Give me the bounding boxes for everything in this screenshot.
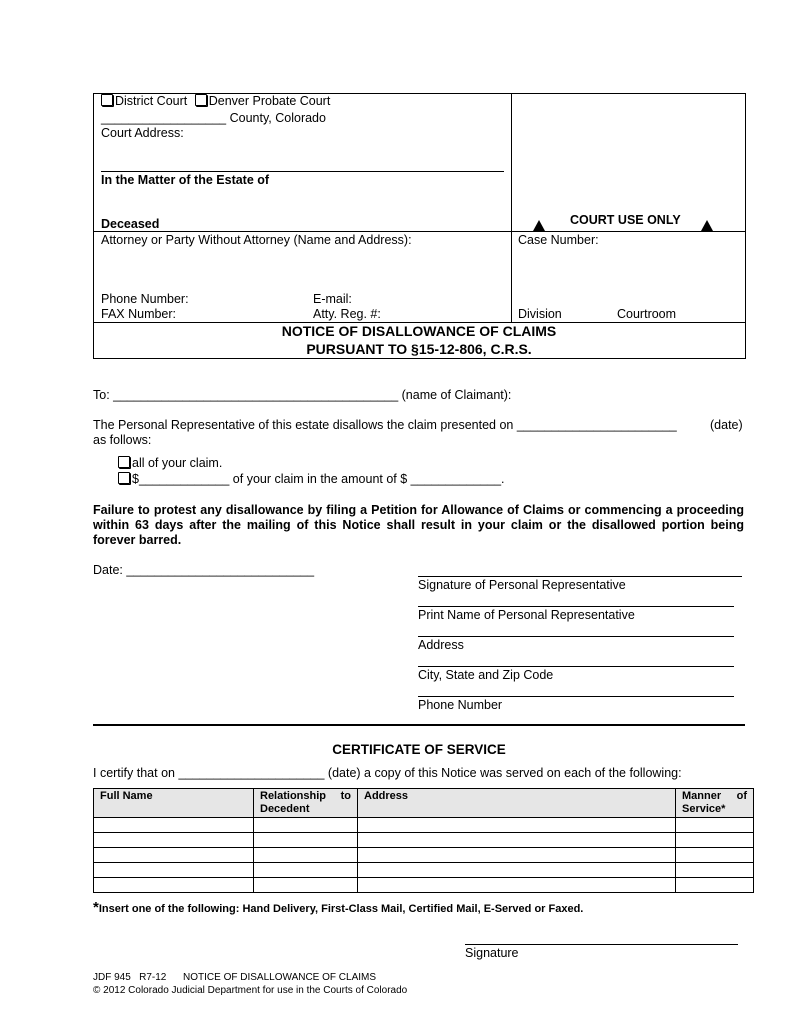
court-selection [101, 94, 330, 108]
disallow-date-label: (date) [710, 418, 743, 432]
address-label: Address [418, 638, 464, 652]
print-name-label: Print Name of Personal Representative [418, 608, 635, 622]
city-line [418, 666, 734, 667]
column-manner: Manner of Service* [676, 789, 754, 818]
city-label: City, State and Zip Code [418, 668, 554, 682]
caption-divider [511, 93, 512, 323]
print-name-line [418, 606, 734, 607]
option-partial-checkbox[interactable] [118, 472, 130, 484]
district-court-label: District Court [115, 94, 188, 108]
disallow-text: The Personal Representative of this estate disallows the claim presented on _______________________ [93, 418, 677, 432]
address-line [418, 636, 734, 637]
case-number-label: Case Number: [518, 233, 599, 247]
phone-label: Phone Number: [101, 292, 189, 306]
form-title-line1: NOTICE OF DISALLOWANCE OF CLAIMS [281, 323, 557, 339]
table-row [94, 833, 754, 848]
option-all-row [118, 456, 222, 470]
signature-pr-line [418, 576, 742, 577]
footnote-text: Insert one of the following: Hand Delivery, First-Class Mail, Certified Mail, E-Served or Faxed. [98, 903, 584, 915]
table-row [94, 878, 754, 893]
table-row [94, 848, 754, 863]
certify-text: I certify that on _____________________ (date) a copy of this Notice was served on each of the following: [93, 766, 682, 780]
triangle-left-icon [533, 220, 545, 231]
fax-label: FAX Number: [101, 307, 177, 321]
certificate-heading: CERTIFICATE OF SERVICE [332, 742, 506, 757]
county-line: __________________ County, Colorado [101, 111, 326, 125]
table-row [94, 818, 754, 833]
district-court-checkbox[interactable] [101, 94, 113, 106]
form-title-line2: PURSUANT TO §15-12-806, C.R.S. [306, 341, 532, 357]
claimant-line: To: _________________________________________ (name of Claimant): [93, 388, 512, 402]
footnote [93, 899, 583, 916]
email-label: E-mail: [313, 292, 352, 306]
warning-paragraph: Failure to protest any disallowance by filing a Petition for Allowance of Claims or commencing a proceeding within 63 days after the mailing of this Notice shall result in your claim or the disallowed portion being forever barred. [93, 503, 744, 547]
service-signature-line [465, 944, 738, 945]
column-relationship: Relationship to Decedent [254, 789, 358, 818]
section-divider [93, 724, 745, 726]
date-line: Date: ___________________________ [93, 563, 315, 577]
court-address-label: Court Address: [101, 126, 184, 140]
matter-label: In the Matter of the Estate of [101, 173, 270, 187]
phone-number-label: Phone Number [418, 698, 503, 712]
estate-name-line [101, 171, 504, 172]
as-follows: as follows: [93, 433, 152, 447]
copyright: © 2012 Colorado Judicial Department for use in the Courts of Colorado [93, 985, 408, 996]
probate-court-label: Denver Probate Court [208, 94, 331, 108]
court-use-only: COURT USE ONLY [570, 213, 681, 227]
division-label: Division [518, 307, 562, 321]
phone-line [418, 696, 734, 697]
option-all-checkbox[interactable] [118, 456, 130, 468]
triangle-right-icon [701, 220, 713, 231]
probate-court-checkbox[interactable] [195, 94, 207, 106]
footnote-star: * [93, 899, 99, 916]
option-partial-label: $_____________ of your claim in the amount of $ _____________. [132, 472, 505, 486]
courtroom-label: Courtroom [617, 307, 677, 321]
deceased-label: Deceased [101, 217, 160, 231]
option-all-label: all of your claim. [132, 456, 223, 470]
column-address: Address [358, 789, 676, 818]
service-signature-label: Signature [465, 946, 519, 960]
caption-row-line [93, 231, 745, 232]
attorney-label: Attorney or Party Without Attorney (Name and Address): [101, 233, 412, 247]
column-full-name: Full Name [94, 789, 254, 818]
option-partial-row [118, 472, 505, 486]
service-table [93, 788, 754, 893]
atty-reg-label: Atty. Reg. #: [313, 307, 381, 321]
form-id: JDF 945 R7-12 NOTICE OF DISALLOWANCE OF CLAIMS [93, 972, 377, 983]
table-row [94, 863, 754, 878]
signature-pr-label: Signature of Personal Representative [418, 578, 626, 592]
